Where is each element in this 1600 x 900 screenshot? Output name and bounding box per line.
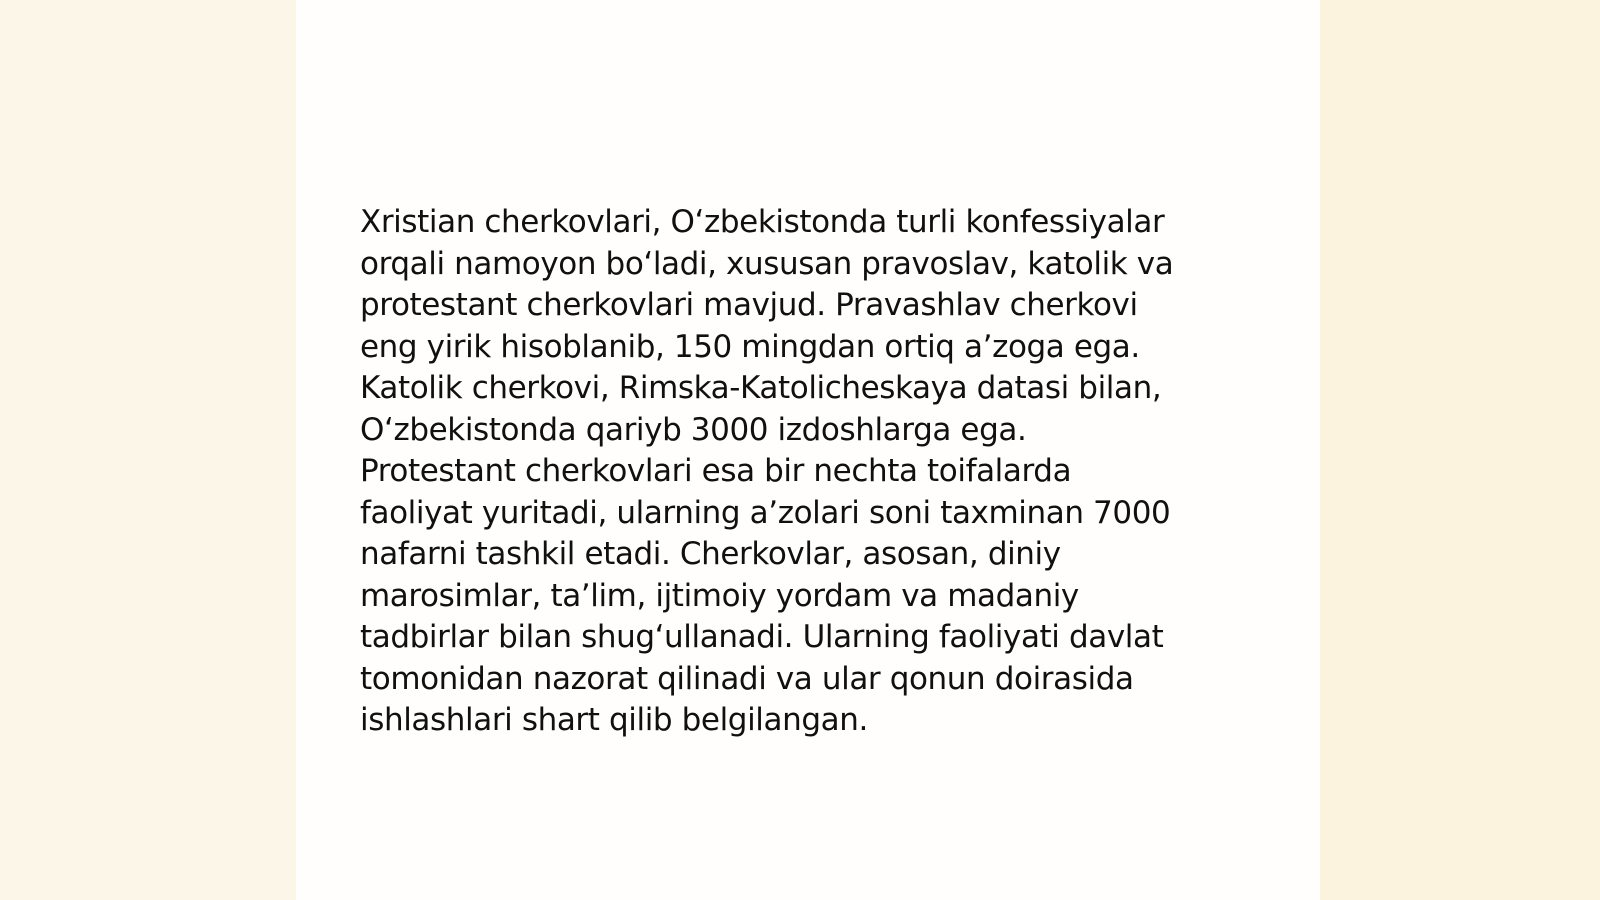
text-line: Xristian cherkovlari, O‘zbekistonda turli konfessiyalar	[360, 204, 1165, 240]
text-line: orqali namoyon bo‘ladi, xususan pravoslav, katolik va	[360, 245, 1174, 282]
text-line: tadbirlar bilan shug‘ullanadi. Ularning faoliyati davlat	[360, 619, 1164, 655]
text-line: eng yirik hisoblanib, 150 mingdan ortiq a’zoga ega.	[360, 328, 1140, 365]
left-background-panel	[0, 0, 296, 900]
text-line: O‘zbekistonda qariyb 3000 izdoshlarga ega.	[360, 411, 1027, 448]
text-line: ishlashlari shart qilib belgilangan.	[360, 702, 868, 738]
text-line: marosimlar, ta’lim, ijtimoiy yordam va madaniy	[360, 577, 1079, 614]
slide-body-text	[360, 202, 1240, 742]
text-line: protestant cherkovlari mavjud. Pravashlav cherkovi	[360, 287, 1138, 323]
text-line: Katolik cherkovi, Rimska-Katolicheskaya datasi bilan,	[360, 370, 1162, 406]
text-line: tomonidan nazorat qilinadi va ular qonun doirasida	[360, 660, 1134, 697]
right-background-panel	[1320, 0, 1600, 900]
text-line: faoliyat yuritadi, ularning a’zolari soni taxminan 7000	[360, 494, 1171, 531]
slide-canvas	[296, 0, 1320, 900]
text-line: nafarni tashkil etadi. Cherkovlar, asosan, diniy	[360, 536, 1061, 572]
text-line: Protestant cherkovlari esa bir nechta toifalarda	[360, 453, 1072, 489]
